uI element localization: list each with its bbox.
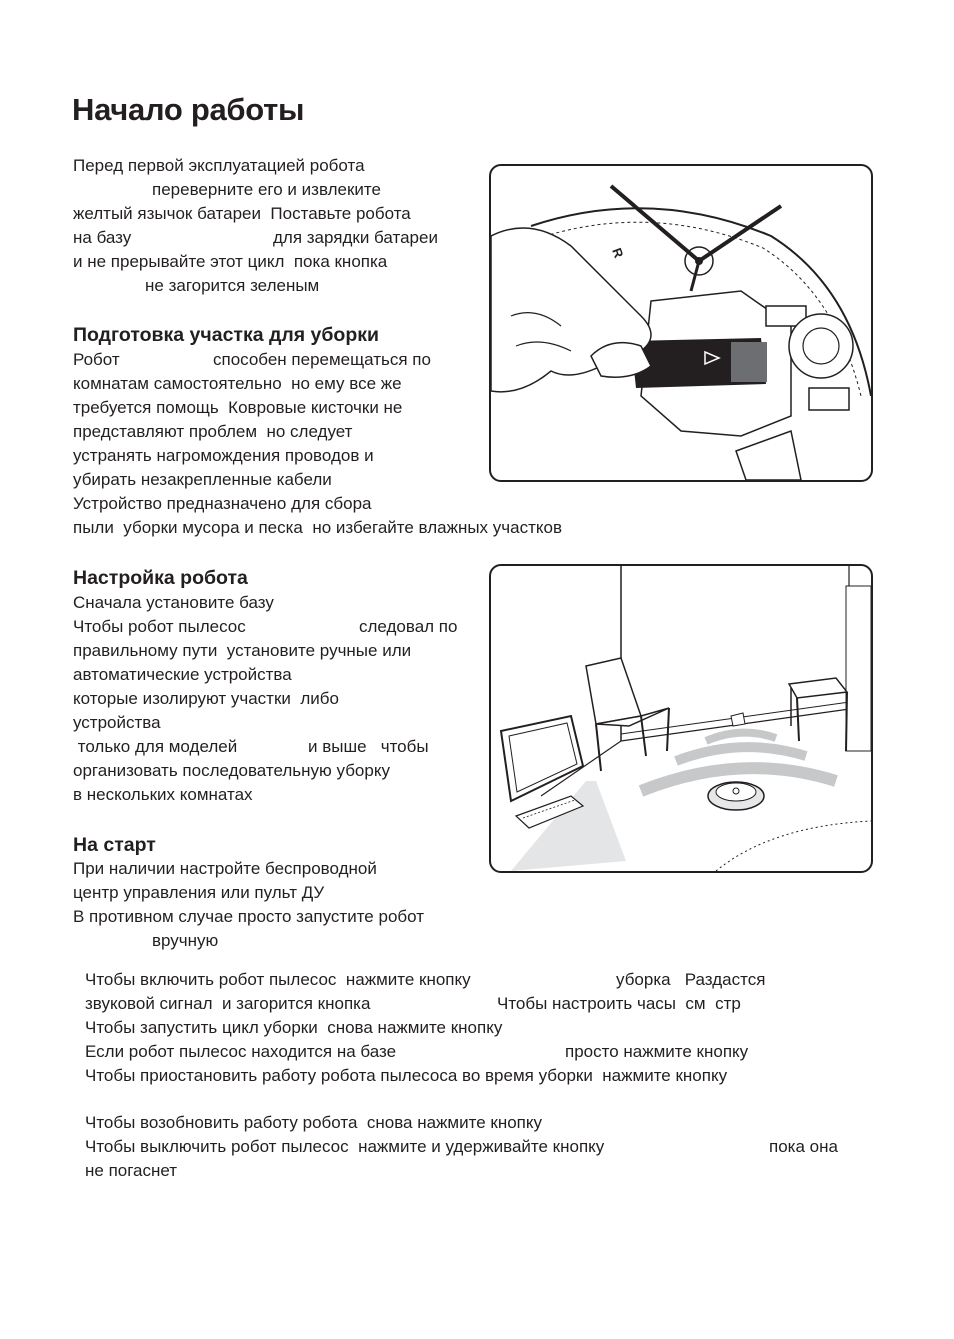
prep-line: Робот [73,350,120,369]
intro-line: и не прерывайте этот цикл пока кнопка [73,252,388,271]
intro-line: для зарядки батареи [273,228,438,247]
page-title: Начало работы [72,92,305,127]
setup-line: автоматические устройства [73,665,292,684]
setup-line: только для моделей [73,737,238,756]
intro-line: Перед первой эксплуатацией робота [73,156,365,175]
intro-line: переверните его и извлеките [152,180,381,199]
prep-line: пыли уборки мусора и песка но избегайте влажных участков [73,518,562,537]
start-line: вручную [152,931,219,950]
intro-line: желтый язычок батареи Поставьте робота [73,204,411,223]
step-line: Чтобы настроить часы см стр [497,994,741,1013]
step-line: уборка Раздастся [616,970,766,989]
step-line: пока она [769,1137,838,1156]
prep-line: комнатам самостоятельно но ему все же [73,374,402,393]
setup-line: следовал по [359,617,458,636]
step-line: Чтобы включить робот пылесос нажмите кнопку [85,970,471,989]
prep-line: требуется помощь Ковровые кисточки не [73,398,403,417]
battery-tab-illustration [491,166,871,480]
start-heading: На старт [73,834,156,856]
start-line: центр управления или пульт ДУ [73,883,325,902]
prep-line: Устройство предназначено для сбора [73,494,372,513]
prep-heading: Подготовка участка для уборки [73,324,380,346]
prep-line: устранять нагромождения проводов и [73,446,374,465]
room-figure [489,564,873,873]
setup-line: устройства [73,713,161,732]
intro-line: не загорится зеленым [145,276,320,295]
setup-heading: Настройка робота [73,567,248,589]
room-illustration [491,566,871,871]
step-line: Чтобы выключить робот пылесос нажмите и удерживайте кнопку [85,1137,605,1156]
step-line: просто нажмите кнопку [565,1042,749,1061]
battery-marking: R [609,245,627,260]
setup-line: в нескольких комнатах [73,785,253,804]
step-line: не погаснет [85,1161,178,1180]
setup-line: и выше чтобы [308,737,429,756]
prep-line: убирать незакрепленные кабели [73,470,332,489]
step-line: Если робот пылесос находится на базе [85,1042,397,1061]
setup-line: Чтобы робот пылесос [73,617,246,636]
setup-line: правильному пути установите ручные или [73,641,412,660]
setup-line: Сначала установите базу [73,593,274,612]
step-line: звуковой сигнал и загорится кнопка [85,994,371,1013]
intro-line: на базу [73,228,132,247]
start-line: В противном случае просто запустите робот [73,907,424,926]
prep-line: способен перемещаться по [213,350,431,369]
prep-line: представляют проблем но следует [73,422,353,441]
start-line: При наличии настройте беспроводной [73,859,377,878]
step-line: Чтобы запустить цикл уборки снова нажмите кнопку [85,1018,503,1037]
battery-tab-figure [489,164,873,482]
step-line: Чтобы приостановить работу робота пылесоса во время уборки нажмите кнопку [85,1066,728,1085]
setup-line: организовать последовательную уборку [73,761,390,780]
setup-line: которые изолируют участки либо [73,689,339,708]
step-line: Чтобы возобновить работу робота снова нажмите кнопку [85,1113,542,1132]
